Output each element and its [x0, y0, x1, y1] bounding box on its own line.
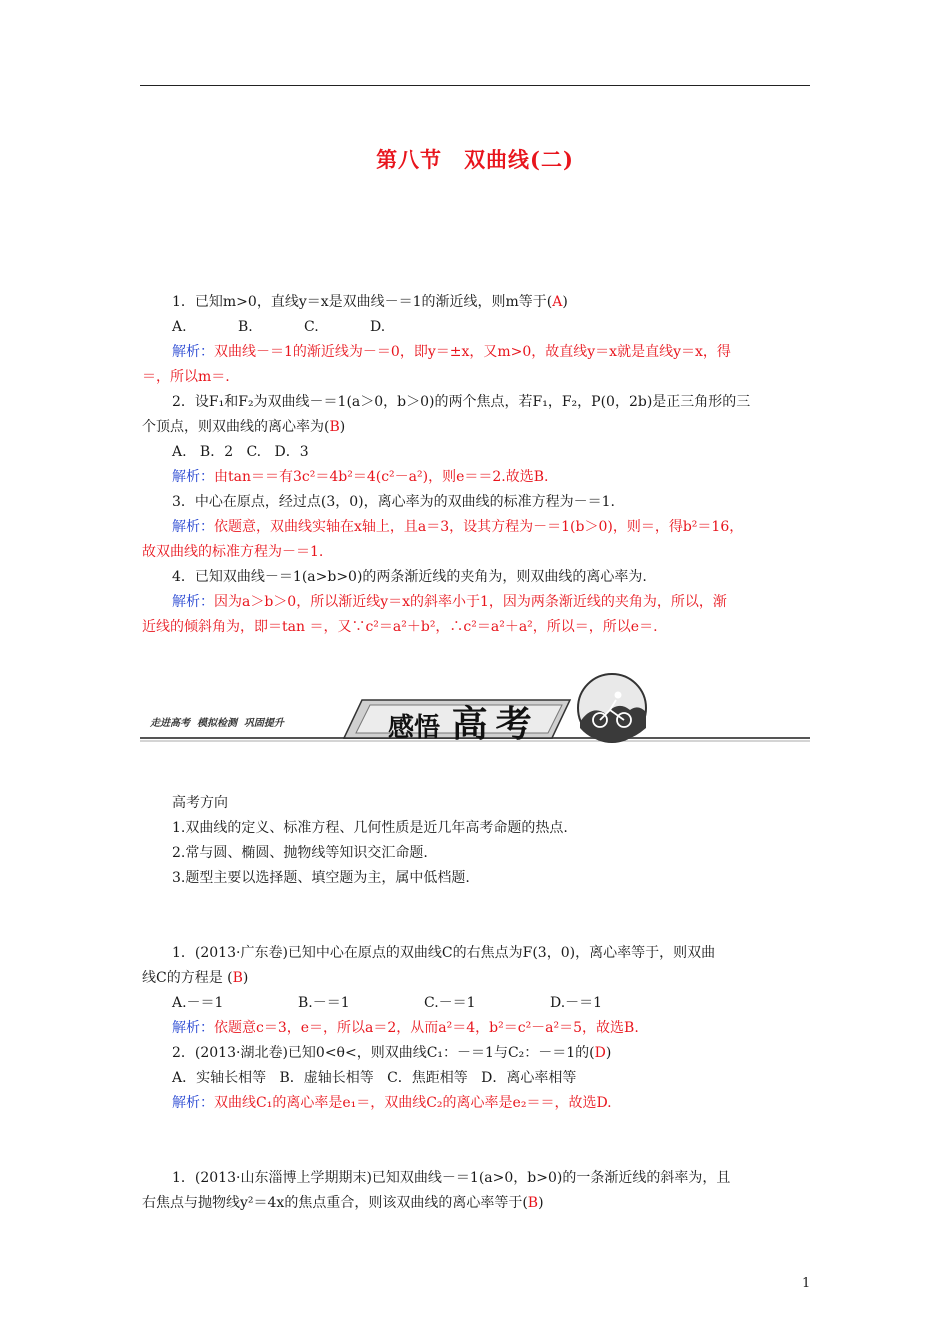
q4-solution: 解析：因为a＞b＞0，所以渐近线y＝x的斜率小于1，因为两条渐近线的夹角为，所以，渐 — [172, 594, 727, 610]
page-title — [0, 144, 950, 174]
s2-q1-stem: 1．(2013·广东卷)已知中心在原点的双曲线C的右焦点为F(3，0)，离心率等于，则双曲 — [172, 945, 716, 961]
s2-q2-answer: D — [594, 1045, 606, 1061]
s2-q1-options: A.－＝1 B.－＝1 C.－＝1 D.－＝1 — [172, 995, 603, 1011]
q3-solution: 解析：依题意，双曲线实轴在x轴上，且a＝3，设其方程为－＝1(b＞0)，则＝，得b²＝16， — [172, 519, 744, 535]
q2-solution: 解析：由tan＝＝有3c²＝4b²＝4(c²－a²)，则e＝＝2.故选B. — [172, 469, 549, 485]
q2-stem: 2．设F₁和F₂为双曲线－＝1(a＞0，b＞0)的两个焦点，若F₁，F₂，P(0，2b)是正三角形的三 — [172, 394, 751, 410]
q2-options: A. B．2 C. D．3 — [172, 444, 309, 460]
s2-q2-stem: 2．(2013·湖北卷)已知0<θ<，则双曲线C₁：－＝1与C₂：－＝1的(D) — [172, 1045, 612, 1061]
section-gaokao-questions — [142, 941, 810, 1116]
s2-q2-solution: 解析：双曲线C₁的离心率是e₁＝，双曲线C₂的离心率是e₂＝＝，故选D. — [172, 1095, 612, 1111]
section-direction — [142, 791, 810, 891]
q1-options: A. B. C. D. — [172, 319, 386, 335]
gaokao-banner — [140, 670, 810, 750]
q4-stem: 4．已知双曲线－＝1(a>b>0)的两条渐近线的夹角为，则双曲线的离心率为. — [172, 569, 647, 585]
s3-q1-stem-cont: 右焦点与抛物线y²＝4x的焦点重合，则该双曲线的离心率等于(B) — [142, 1195, 544, 1211]
title-topic: 双曲线(二) — [464, 147, 574, 172]
q1-stem: 1．已知m>0，直线y＝x是双曲线－＝1的渐近线，则m等于(A) — [172, 294, 568, 310]
s2-q2-options: A．实轴长相等 B．虚轴长相等 C．焦距相等 D．离心率相等 — [172, 1070, 577, 1086]
q4-solution-cont: 近线的倾斜角为，即＝tan ＝，又∵c²＝a²＋b²，∴c²＝a²＋a²，所以＝，所以e＝. — [142, 619, 658, 635]
direction-item: 2.常与圆、椭圆、抛物线等知识交汇命题. — [172, 845, 428, 861]
s3-q1-answer: B — [527, 1195, 539, 1211]
q3-stem: 3．中心在原点，经过点(3，0)，离心率为的双曲线的标准方程为－＝1. — [172, 494, 616, 510]
page-number: 1 — [802, 1276, 811, 1291]
direction-item: 1.双曲线的定义、标准方程、几何性质是近几年高考命题的热点. — [172, 820, 568, 836]
s3-q1-stem: 1．(2013·山东淄博上学期期末)已知双曲线－＝1(a>0，b>0)的一条渐近线的斜率为，且 — [172, 1170, 731, 1186]
direction-item: 3.题型主要以选择题、填空题为主，属中低档题. — [172, 870, 470, 886]
s2-q1-solution: 解析：依题意c＝3，e＝，所以a＝2，从而a²＝4，b²＝c²－a²＝5，故选B. — [172, 1020, 639, 1036]
direction-heading: 高考方向 — [172, 795, 228, 811]
banner-title: 感悟 高考 — [388, 703, 540, 745]
q1-solution-cont: ＝，所以m＝. — [142, 369, 230, 385]
s2-q1-answer: B — [232, 970, 243, 986]
section-simulation-questions — [142, 1166, 810, 1216]
q1-solution: 解析：双曲线－＝1的渐近线为－＝0，即y＝±x，又m>0，故直线y＝x就是直线y＝x，得 — [172, 344, 731, 360]
title-section: 第八节 — [376, 147, 443, 172]
q3-solution-cont: 故双曲线的标准方程为－＝1. — [142, 544, 324, 560]
q2-stem-cont: 个顶点，则双曲线的离心率为(B) — [142, 419, 346, 435]
top-rule — [140, 85, 810, 86]
q1-answer: A — [552, 294, 563, 310]
s2-q1-stem-cont: 线C的方程是 (B) — [142, 970, 249, 986]
q2-answer: B — [329, 419, 340, 435]
section-basic-exercises — [142, 290, 810, 640]
banner-small-text: 走进高考 模拟检测 巩固提升 — [150, 718, 284, 729]
